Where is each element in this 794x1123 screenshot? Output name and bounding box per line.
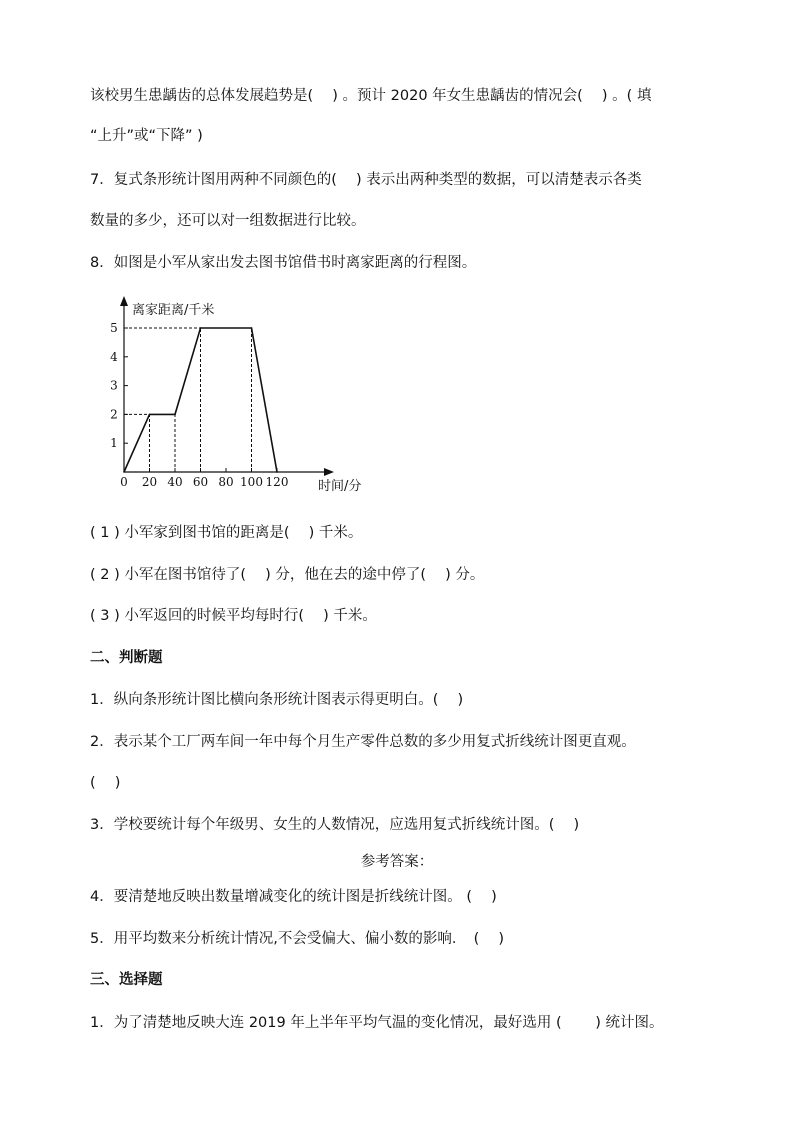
y-tick-label: 1 [110,436,118,451]
x-tick-label: 120 [265,475,289,489]
judge-q2-line2: ( ) [90,775,121,791]
judge-q5: 5．用平均数来分析统计情况,不会受偏大、偏小数的影响． ( ) [90,931,505,947]
section-choice-heading: 三、选择题 [90,972,163,988]
choice-q1: 1．为了清楚地反映大连 2019 年上半年平均气温的变化情况，最好选用 ( ) 统计图。 [90,1015,664,1031]
y-axis-label: 离家距离/千米 [132,303,215,318]
distance-time-chart [100,292,362,494]
data-point [200,327,202,329]
data-point [149,414,151,416]
q7-text-line1: 7．复式条形统计图用两种不同颜色的( ) 表示出两种类型的数据，可以清楚表示各类 [90,172,642,188]
q6-text-line1: 该校男生患龋齿的总体发展趋势是( ) 。预计 2020 年女生患龋齿的情况会( ) 。( 填 [90,88,652,104]
x-tick-label: 60 [192,475,209,489]
q7-text-line2: 数量的多少，还可以对一组数据进行比较。 [90,213,366,229]
x-tick-label: 0 [120,475,128,489]
judge-q3: 3．学校要统计每个年级男、女生的人数情况，应选用复式折线统计图。( ) [90,817,580,833]
q8-sub1: ( 1 ) 小军家到图书馆的距离是( ) 千米。 [90,525,363,541]
y-tick-label: 3 [110,378,118,393]
x-axis-label: 时间/分 [318,479,362,494]
answer-key-heading: 参考答案： [360,854,434,870]
q6-text-line2: “上升”或“下降” ) [90,128,203,144]
x-tick-label: 100 [240,475,263,489]
x-tick-label: 40 [167,475,183,489]
data-point [276,471,278,473]
y-tick-label: 2 [110,407,118,422]
x-axis-arrow [324,468,334,476]
judge-q4: 4．要清楚地反映出数量增减变化的统计图是折线统计图。 ( ) [90,889,497,905]
q8-stem: 8．如图是小军从家出发去图书馆借书时离家距离的行程图。 [90,255,477,271]
x-tick-label: 80 [218,475,234,489]
y-tick-label: 4 [110,349,118,364]
data-point [251,327,253,329]
judge-q2-line1: 2．表示某个工厂两车间一年中每个月生产零件总数的多少用复式折线统计图更直观。 [90,734,636,750]
data-point [174,414,176,416]
judge-q1: 1．纵向条形统计图比横向条形统计图表示得更明白。( ) [90,692,464,708]
q8-sub3: ( 3 ) 小军返回的时候平均每时行( ) 千米。 [90,608,377,624]
x-tick-label: 20 [141,475,158,489]
y-tick-label: 5 [110,321,118,335]
section-judgement-heading: 二、判断题 [90,650,163,666]
q8-sub2: ( 2 ) 小军在图书馆待了( ) 分，他在去的途中停了( ) 分。 [90,567,485,583]
data-point [123,471,125,473]
y-axis-arrow [120,296,128,306]
